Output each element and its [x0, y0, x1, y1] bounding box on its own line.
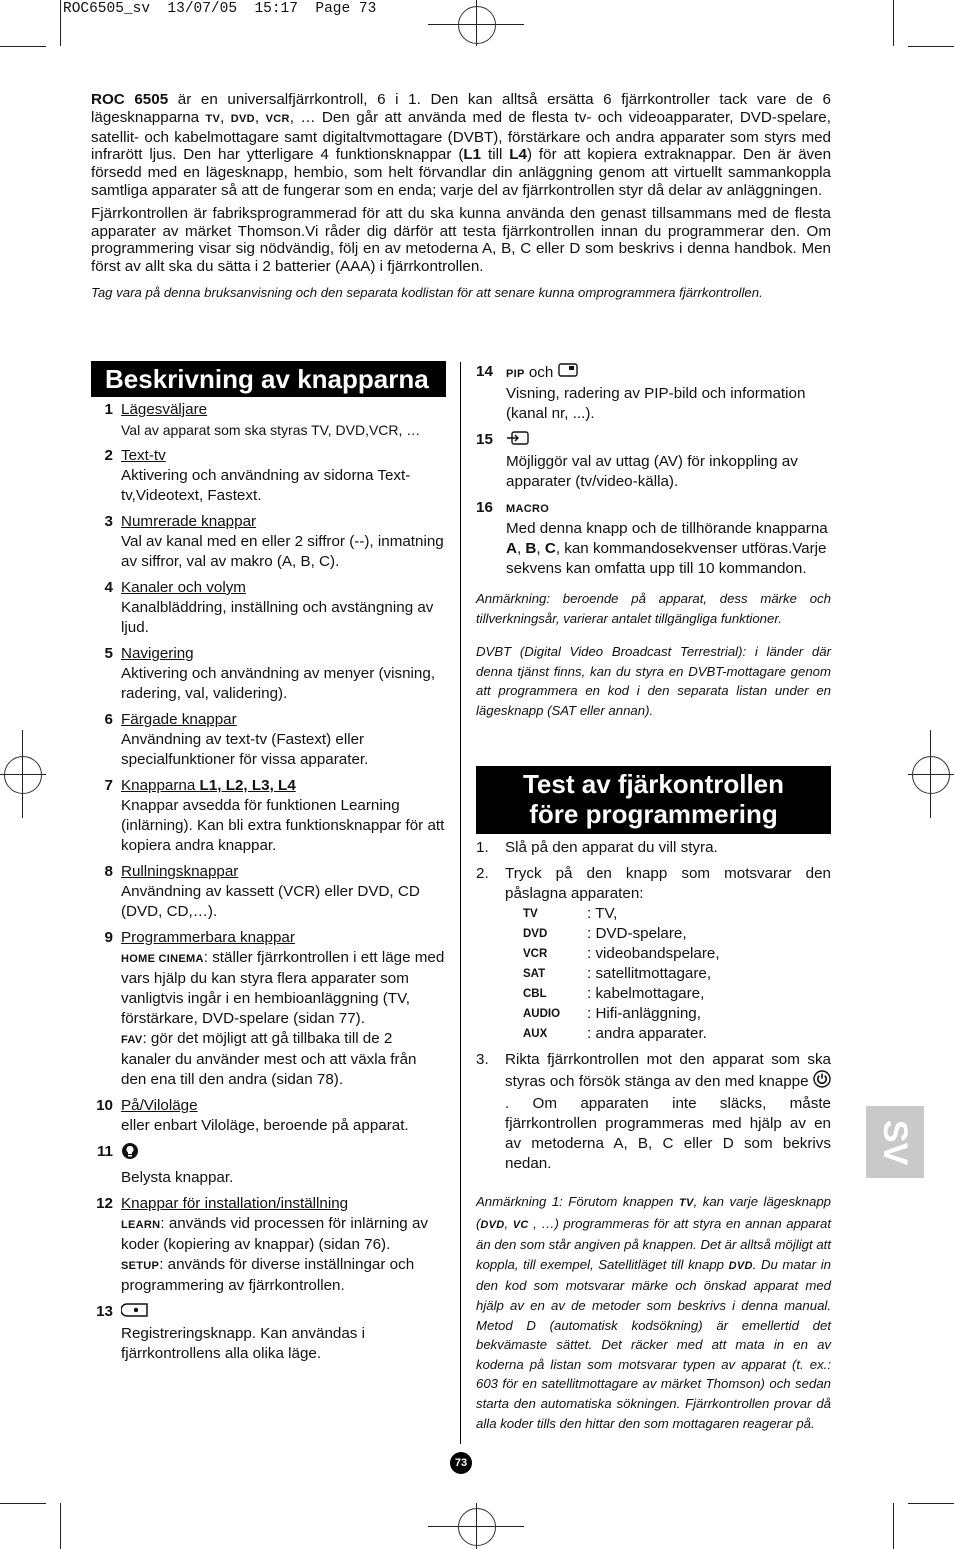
crop-mark [0, 46, 46, 47]
crop-mark [893, 1503, 894, 1549]
list-item: 1 Lägesväljare Val av apparat som ska styras TV, DVD,VCR, … [104, 401, 421, 438]
list-item: 16 MACRO Med denna knapp och de tillhörande knapparna A, B, C, kan kommandosekvenser utföras.Varje sekvens kan omfatta upp till 10 kommandon. [476, 499, 828, 578]
page-number: 73 [450, 1452, 472, 1474]
registration-circle [458, 6, 496, 44]
button-list [91, 400, 446, 1370]
crop-mark [0, 1503, 46, 1504]
right-column [476, 362, 831, 735]
registration-circle [912, 756, 950, 794]
list-item: 2. Tryck på den knapp som motsvarar den påslagna apparaten: TV : TV, DVD : DVD-spelare, VCR : videobandspelare, SAT : satellitmottagare, CBL : kabelmottagare, AUDIO : Hifi-anläggning, AUX : andra apparater. [476, 865, 831, 1042]
intro-paragraph-1: ROC 6505 är en universalfjärrkontroll, 6 i 1. Den kan alltså ersätta 6 fjärrkontroller tack vare de 6 lägesknapparna TV, DVD, VCR, … Den går att använda med de flesta tv- och videoapparater, DVD-spelare, satellit- och kabelmottagare samt digitaltvmottagare (DVBT), förstärkare och andra apparater som styrs med infrarött ljus. Den har ytterligare 4 funktionsknappar (L1 till L4) för att kopiera extraknappar. Den är även försedd med en lägesknapp, hembio, som helt förvandlar din anläggning genom att virtuellt sammankoppla samtliga apparater så att de fungerar som en enda; varje del av fjärrkontrollen styr då delar av anläggningen. [91, 91, 832, 199]
device-table: TV : TV, DVD : DVD-spelare, VCR : videobandspelare, SAT : satellitmottagare, CBL : kabelmottagare, AUDIO : Hifi-anläggning, AUX : andra apparater. [523, 905, 720, 1042]
power-icon [813, 1070, 831, 1094]
list-item: 6 Färgade knappar Användning av text-tv (Fastext) eller specialfunktioner för vissa apparater. [104, 711, 369, 768]
list-item: 10 På/Viloläge eller enbart Viloläge, beroende på apparat. [96, 1097, 409, 1134]
section-heading-buttons: Beskrivning av knapparna [91, 361, 446, 397]
intro-paragraph-2: Fjärrkontrollen är fabriksprogrammerad för att du ska kunna använda den genast tillsammans med de flesta apparater av märket Thomson.Vi råder dig därför att testa fjärrkontrollen innan du programmerar den. Om programmering visar sig nödvändig, följ en av metoderna A, B, C eller D som beskrivs i denna handbok. Men först av allt ska du sätta i 2 batterier (AAA) i fjärrkontrollen. [91, 204, 831, 276]
note-functions: Anmärkning: beroende på apparat, dess märke och tillverkningsår, varierar antalet tillgängliga funktioner. [476, 591, 831, 626]
list-item: 9 Programmerbara knappar HOME CINEMA: ställer fjärrkontrollen i ett läge med vars hjälp du kan styra flera apparater som vanligtvis ingår i en hembioanläggning (TV, förstärkare, DVD-spelare (sidan 77). FAV: gör det möjligt att gå tillbaka till de 2 kanaler du använder mest och att växla från den ena till den andra (sidan 78). [104, 929, 445, 1088]
list-item: 11 Belysta knappar. [96, 1143, 234, 1186]
language-tab: SV [866, 1106, 924, 1178]
list-item: 3. Rikta fjärrkontrollen mot den apparat som ska styras och försök stänga av den med knappe . Om apparaten inte släcks, måste fjärrkontrollen programmeras med hjälp av en av metoderna A, B, C eller D som bekrivs nedan. [476, 1051, 831, 1172]
note-dvbt: DVBT (Digital Video Broadcast Terrestrial): i länder där denna tjänst finns, kan du styra en DVBT-mottagare genom att programmera en kod i den separata listan under en lägesknapp (SAT eller annan). [476, 644, 831, 718]
list-item: 8 Rullningsknappar Användning av kassett (VCR) eller DVD, CD (DVD, CD,…). [104, 863, 420, 920]
note-1: Anmärkning 1: Förutom knappen TV, kan varje lägesknapp (DVD, VC , …) programmeras för att styra en annan apparat än den som står angiven på knappen. Det är alltså möjligt att koppla, till exempel, Satellitläget till knapp DVD. Du matar in den kod som motsvarar märke och önskad apparat med hjälp av en av de metoder som beskrivs i denna manual. Metod D (automatisk kodsökning) är emellertid det bekvämaste sättet. Det räcker med att mata in en av koderna på listan som motsvarar typen av apparat (t. ex.: 603 för en satellitmottagare av märket Thomson) och sedan starta den automatiska sökningen. Fjärrkontrollen provar då alla koder tills den hittar den som mottagaren reagerar på. [476, 1194, 831, 1431]
print-header: ROC6505_sv 13/07/05 15:17 Page 73 [63, 1, 377, 17]
pip-icon [558, 362, 578, 384]
section-heading-test: Test av fjärkontrollen före programmering [476, 766, 831, 834]
light-bulb-icon [121, 1142, 139, 1168]
registration-circle [4, 756, 42, 794]
column-divider [460, 362, 461, 1444]
test-steps [476, 838, 831, 1180]
list-item: 2 Text-tv Aktivering och användning av sidorna Text-tv,Videotext, Fastext. [104, 447, 411, 504]
registration-circle [458, 1508, 496, 1546]
intro-text [91, 91, 831, 307]
list-item: 12 Knappar för installation/inställning LEARN: används vid processen för inlärning av koder (kopiering av knappar) (sidan 76). SETUP: används för diverse inställningar och programmering av fjärrkontrollen. [96, 1195, 429, 1294]
intro-paragraph-3: Tag vara på denna bruksanvisning och den separata kodlistan för att senare kunna omprogrammera fjärrkontrollen. [91, 284, 763, 300]
av-input-icon [506, 430, 530, 452]
crop-mark [60, 0, 61, 46]
list-item: 15 Möjliggör val av uttag (AV) för inkoppling av apparater (tv/video-källa). [476, 431, 798, 491]
crop-mark [60, 1503, 61, 1549]
list-item: 7 Knapparna L1, L2, L3, L4 Knappar avsedda för funktionen Learning (inlärning). Kan bli extra funktionsknappar för att kopiera andra knappar. [104, 777, 445, 854]
list-item: 1. Slå på den apparat du vill styra. [476, 839, 718, 856]
crop-mark [908, 1503, 954, 1504]
crop-mark [908, 46, 954, 47]
list-item: 13 Registreringsknapp. Kan användas i fjärrkontrollens alla olika läge. [96, 1303, 365, 1362]
record-key-icon [121, 1302, 149, 1324]
list-item: 5 Navigering Aktivering och användning av menyer (visning, radering, val, validering). [104, 645, 436, 702]
list-item: 3 Numrerade knappar Val av kanal med en eller 2 siffror (--), inmatning av siffror, val av makro (A, B, C). [104, 513, 444, 570]
list-item: 14 PIP och Visning, radering av PIP-bild och information (kanal nr, ...). [476, 363, 806, 423]
crop-mark [893, 0, 894, 46]
list-item: 4 Kanaler och volym Kanalbläddring, inställning och avstängning av ljud. [104, 579, 434, 636]
